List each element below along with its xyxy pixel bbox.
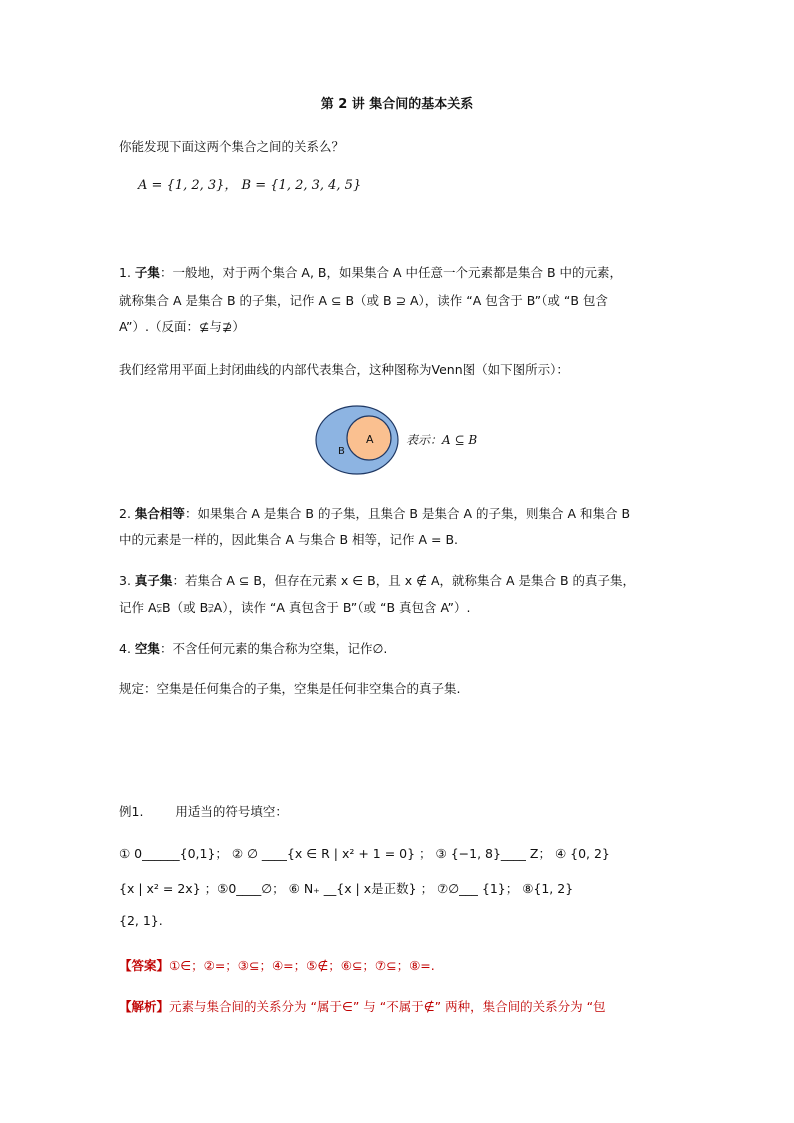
section-equal-line1 <box>119 506 630 522</box>
example-prompt: 用适当的符号填空： <box>175 804 288 819</box>
example-row-3: {2, 1}. <box>119 913 163 928</box>
answer-line <box>119 958 435 974</box>
venn-diagram <box>314 404 494 476</box>
analysis-line <box>119 999 606 1015</box>
example-row-1: ① 0______{0,1}； ② ∅ ____{x ∈ R | x² + 1 = 0} ； ③ {−1, 8}____ Z； ④ {0, 2} <box>119 846 610 861</box>
section-term: 集合相等 <box>134 506 185 521</box>
section-proper-line2: 记作 A⫋B（或 B⫌A），读作 “A 真包含于 B”（或 “B 真包含 A”）. <box>119 600 471 615</box>
set-a-label: A <box>366 433 374 446</box>
intro-question: 你能发现下面这两个集合之间的关系么？ <box>119 139 345 154</box>
intro-sets: A = {1, 2, 3}， B = {1, 2, 3, 4, 5} <box>138 178 362 193</box>
section-subset-line1 <box>119 265 622 281</box>
page-title: 第 2 讲 集合间的基本关系 <box>320 97 474 112</box>
section-text: ：一般地，对于两个集合 A, B，如果集合 A 中任意一个元素都是集合 B 中的元素， <box>159 265 623 280</box>
section-text: ：如果集合 A 是集合 B 的子集，且集合 B 是集合 A 的子集，则集合 A 和集合 B <box>184 506 631 521</box>
section-number: 4. <box>119 641 131 656</box>
section-text: ：不含任何元素的集合称为空集，记作∅. <box>159 641 388 656</box>
section-proper-line1 <box>119 573 635 589</box>
answer-tag: 【答案】 <box>119 958 170 973</box>
section-number: 1. <box>119 265 131 280</box>
example-header <box>119 804 288 820</box>
section-term: 空集 <box>134 641 160 656</box>
section-empty-line1 <box>119 641 387 657</box>
example-row-2: {x | x² = 2x} ；⑤0____∅； ⑥ N₊ __{x | x是正数} ； ⑦∅___ {1}； ⑧{1, 2} <box>119 881 574 896</box>
section-number: 3. <box>119 573 131 588</box>
section-number: 2. <box>119 506 131 521</box>
example-label: 例1. <box>119 804 144 819</box>
answer-text: ①∈；②=；③⊆；④=；⑤∉；⑥⊆；⑦⊆；⑧=. <box>169 958 435 973</box>
venn-intro: 我们经常用平面上封闭曲线的内部代表集合，这种图称为Venn图（如下图所示）： <box>119 362 569 377</box>
section-term: 真子集 <box>134 573 173 588</box>
section-text: ：若集合 A ⊆ B，但存在元素 x ∈ B，且 x ∉ A，就称集合 A 是集合 B 的真子集， <box>172 573 636 588</box>
section-subset-line2: 就称集合 A 是集合 B 的子集，记作 A ⊆ B（或 B ⊇ A），读作 “A 包含于 B”（或 “B 包含 <box>119 293 608 308</box>
section-equal-line2: 中的元素是一样的，因此集合 A 与集合 B 相等，记作 A = B. <box>119 532 459 547</box>
section-subset-line3: A”）.（反面：⊈与⊉） <box>119 319 245 334</box>
venn-caption: 表示：A ⊆ B <box>406 433 478 447</box>
analysis-text: 元素与集合间的关系分为 “属于∈” 与 “不属于∉” 两种，集合间的关系分为 “包 <box>169 999 606 1014</box>
analysis-tag: 【解析】 <box>119 999 170 1014</box>
section-term: 子集 <box>134 265 160 280</box>
rule-text: 规定：空集是任何集合的子集，空集是任何非空集合的真子集. <box>119 681 461 696</box>
set-b-label: B <box>338 446 345 457</box>
